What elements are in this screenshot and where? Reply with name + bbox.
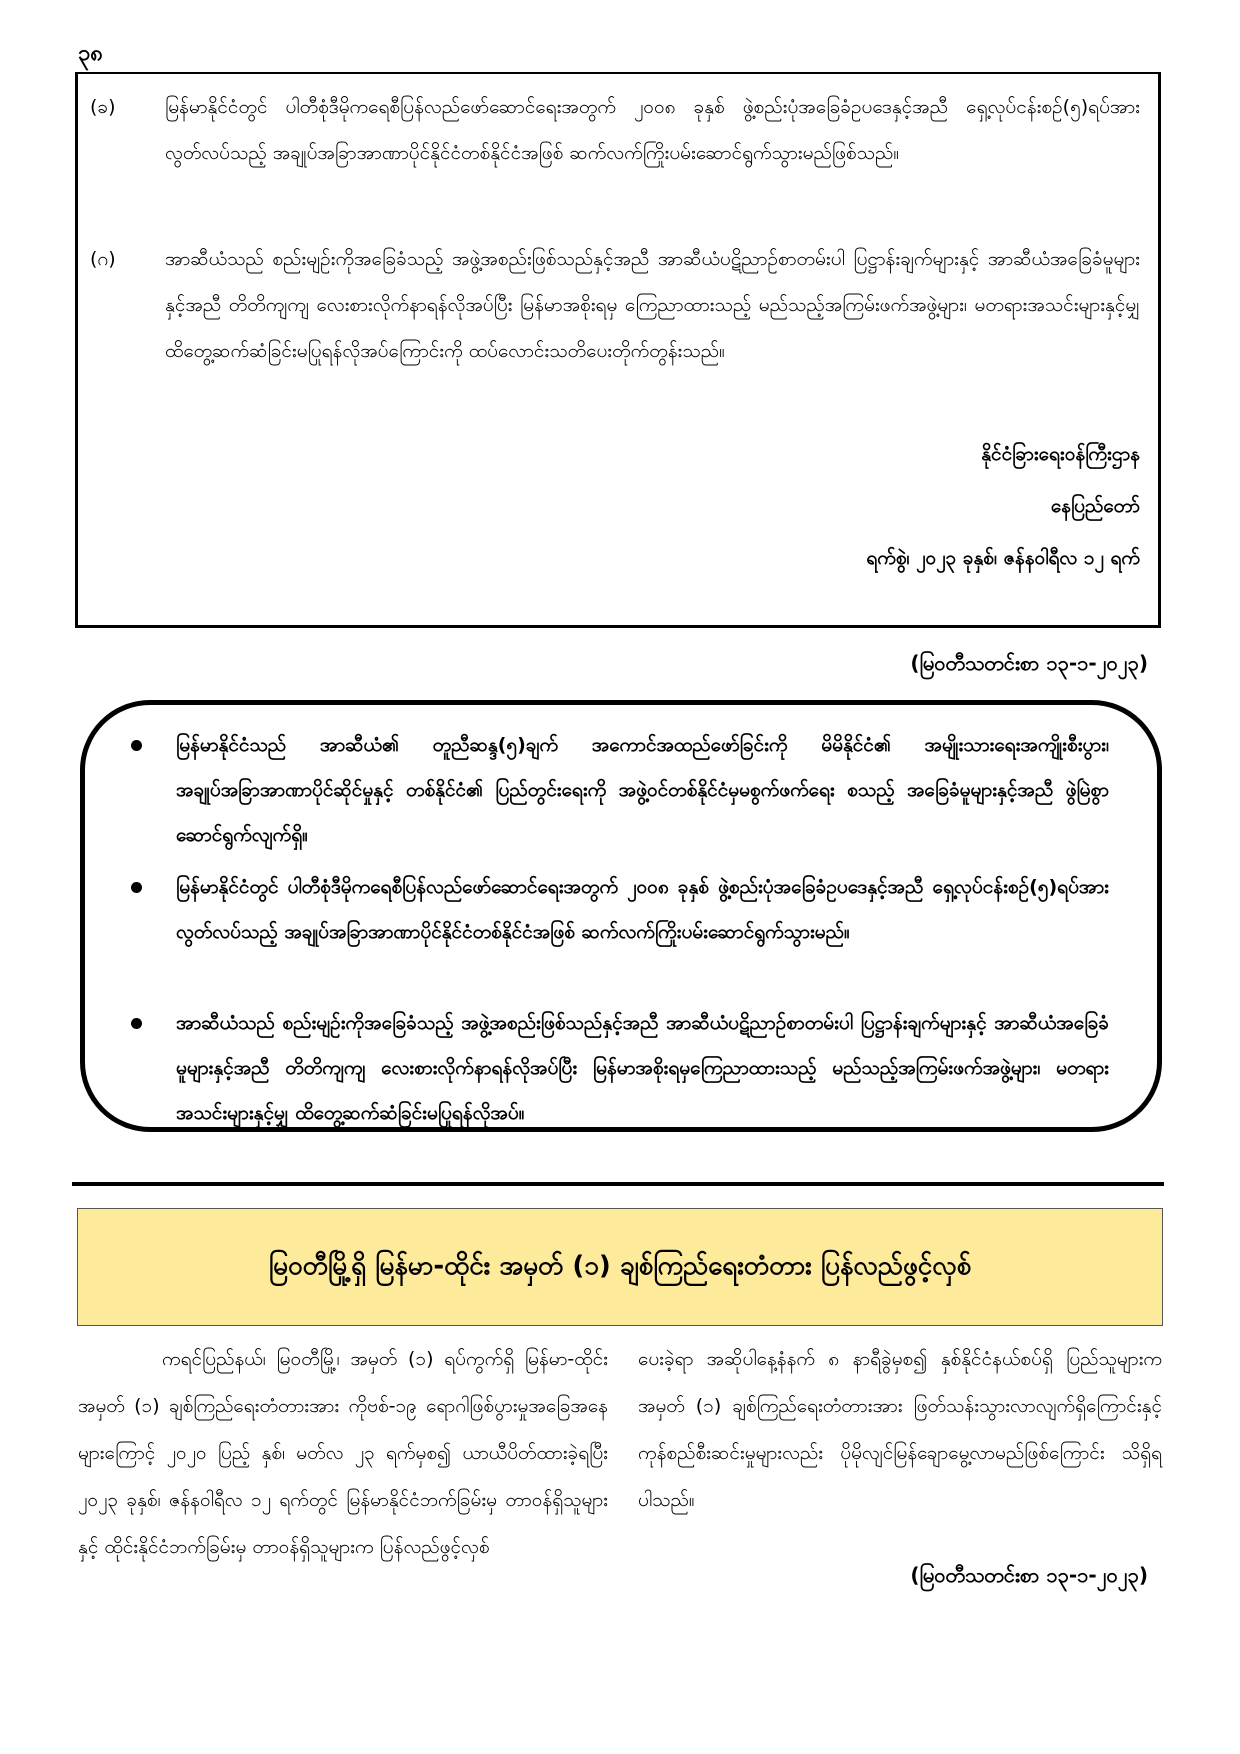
bullet-dot-icon xyxy=(131,1018,142,1029)
signature-place: နေပြည်တော် xyxy=(1050,495,1140,517)
bullet-text: အာဆီယံသည် စည်းမျဉ်းကိုအခြေခံသည့် အဖွဲ့အစည်းဖြစ်သည်နှင့်အညီ အာဆီယံပဋိညာဉ်စာတမ်းပါ ပြဋ္ဌာန်းချက်များနှင့် အာဆီယံအခြေခံမူများနှင့်အညီ တိတိကျကျ လေးစားလိုက်နာရန်လိုအပ်ပြီး မြန်မာအစိုးရမှကြေညာထားသည့် မည်သည့်အကြမ်းဖက်အဖွဲ့များ၊ မတရားအသင်းများနှင့်မျှ ထိတွေ့ဆက်ဆံခြင်းမပြုရန်လိုအပ်။ xyxy=(176,1012,1109,1124)
summary-bullet xyxy=(131,723,1109,858)
news-headline: မြဝတီမြို့ရှိ မြန်မာ-ထိုင်း အမှတ် (၁) ချစ်ကြည်ရေးတံတား ပြန်လည်ဖွင့်လှစ် xyxy=(268,1250,972,1281)
bullet-text: မြန်မာနိုင်ငံသည် အာဆီယံ၏ တူညီဆန္ဒ(၅)ချက် အကောင်အထည်ဖော်ခြင်းကို မိမိနိုင်ငံ၏ အမျိုးသားရေးအကျိုးစီးပွား၊ အချုပ်အခြာအာဏာပိုင်ဆိုင်မှုနှင့် တစ်နိုင်ငံ၏ ပြည်တွင်းရေးကို အဖွဲ့ဝင်တစ်နိုင်ငံမှမစွက်ဖက်ရေး စသည့် အခြေခံမူများနှင့်အညီ ဖွဲမြဲစွာ ဆောင်ရွက်လျက်ရှိ။ xyxy=(176,734,1109,846)
bullet-dot-icon xyxy=(131,882,142,893)
summary-bullet xyxy=(131,1001,1109,1136)
item-label: (ဂ) xyxy=(90,248,116,270)
bullet-text: မြန်မာနိုင်ငံတွင် ပါတီစုံဒီမိုကရေစီပြန်လည်ဖော်ဆောင်ရေးအတွက် ၂၀၀၈ ခုနှစ် ဖွဲ့စည်းပုံအခြေခံဥပဒေနှင့်အညီ ရှေ့လုပ်ငန်းစဉ်(၅)ရပ်အား လွတ်လပ်သည့် အချုပ်အခြာအာဏာပိုင်နိုင်ငံတစ်နိုင်ငံအဖြစ် ဆက်လက်ကြိုးပမ်းဆောင်ရွက်သွားမည်။ xyxy=(176,876,1109,943)
statement-item xyxy=(90,236,1140,374)
signature-date: ရက်စွဲ၊ ၂၀၂၃ ခုနှစ်၊ ဇန်နဝါရီလ ၁၂ ရက် xyxy=(866,547,1140,569)
section-divider xyxy=(72,1182,1164,1186)
page-number: ၃၈ xyxy=(78,41,103,66)
news-headline-banner xyxy=(77,1208,1163,1326)
statement-box xyxy=(75,72,1161,628)
news-column-right: ပေးခဲ့ရာ အဆိုပါနေ့နံနက် ၈ နာရီခွဲမှစ၍ နှစ်နိုင်ငံနယ်စပ်ရှိ ပြည်သူများက အမှတ် (၁) ချစ်ကြည်ရေးတံတားအား ဖြတ်သန်းသွားလာလျက်ရှိကြောင်းနှင့် ကုန်စည်စီးဆင်းမှုများလည်း ပိုမိုလျင်မြန်ချောမွေ့လာမည်ဖြစ်ကြောင်း သိရှိရပါသည်။ xyxy=(638,1348,1162,1511)
bullet-dot-icon xyxy=(131,740,142,751)
item-label: (ခ) xyxy=(90,96,116,118)
item-text: အာဆီယံသည် စည်းမျဉ်းကိုအခြေခံသည့် အဖွဲ့အစည်းဖြစ်သည်နှင့်အညီ အာဆီယံပဋိညာဉ်စာတမ်းပါ ပြဋ္ဌာန်းချက်များနှင့် အာဆီယံအခြေခံမူများနှင့်အညီ တိတိကျကျ လေးစားလိုက်နာရန်လိုအပ်ပြီး မြန်မာအစိုးရမှ ကြေညာထားသည့် မည်သည့်အကြမ်းဖက်အဖွဲ့များ၊ မတရားအသင်းများနှင့်မျှ ထိတွေ့ဆက်ဆံခြင်းမပြုရန်လိုအပ်ကြောင်းကို ထပ်လောင်းသတိပေးတိုက်တွန်းသည်။ xyxy=(165,248,1140,362)
statement-item xyxy=(90,84,1140,176)
item-text: မြန်မာနိုင်ငံတွင် ပါတီစုံဒီမိုကရေစီပြန်လည်ဖော်ဆောင်ရေးအတွက် ၂၀၀၈ ခုနှစ် ဖွဲ့စည်းပုံအခြေခံဥပဒေနှင့်အညီ ရှေ့လုပ်ငန်းစဉ်(၅)ရပ်အား လွတ်လပ်သည့် အချုပ်အခြာအာဏာပိုင်နိုင်ငံတစ်နိုင်ငံအဖြစ် ဆက်လက်ကြိုးပမ်းဆောင်ရွက်သွားမည်ဖြစ်သည်။ xyxy=(165,96,1140,164)
signature-ministry: နိုင်ငံခြားရေးဝန်ကြီးဌာန xyxy=(981,443,1140,465)
news-source: (မြဝတီသတင်းစာ ၁၃-၁-၂၀၂၃) xyxy=(910,1563,1148,1587)
summary-bullet xyxy=(131,865,1109,955)
summary-box xyxy=(80,700,1162,1132)
statement-source: (မြဝတီသတင်းစာ ၁၃-၁-၂၀၂၃) xyxy=(910,651,1148,675)
news-column-left: ကရင်ပြည်နယ်၊ မြဝတီမြို့၊ အမှတ် (၁) ရပ်ကွက်ရှိ မြန်မာ-ထိုင်း အမှတ် (၁) ချစ်ကြည်ရေးတံတားအား ကိုဗစ်-၁၉ ရောဂါဖြစ်ပွားမှုအခြေအနေများကြောင့် ၂၀၂၀ ပြည့် နှစ်၊ မတ်လ ၂၃ ရက်မှစ၍ ယာယီပိတ်ထားခဲ့ရပြီး ၂၀၂၃ ခုနှစ်၊ ဇန်နဝါရီလ ၁၂ ရက်တွင် မြန်မာနိုင်ငံဘက်ခြမ်းမှ တာဝန်ရှိသူများနှင့် ထိုင်းနိုင်ငံဘက်ခြမ်းမှ တာဝန်ရှိသူများက ပြန်လည်ဖွင့်လှစ် xyxy=(78,1348,608,1558)
